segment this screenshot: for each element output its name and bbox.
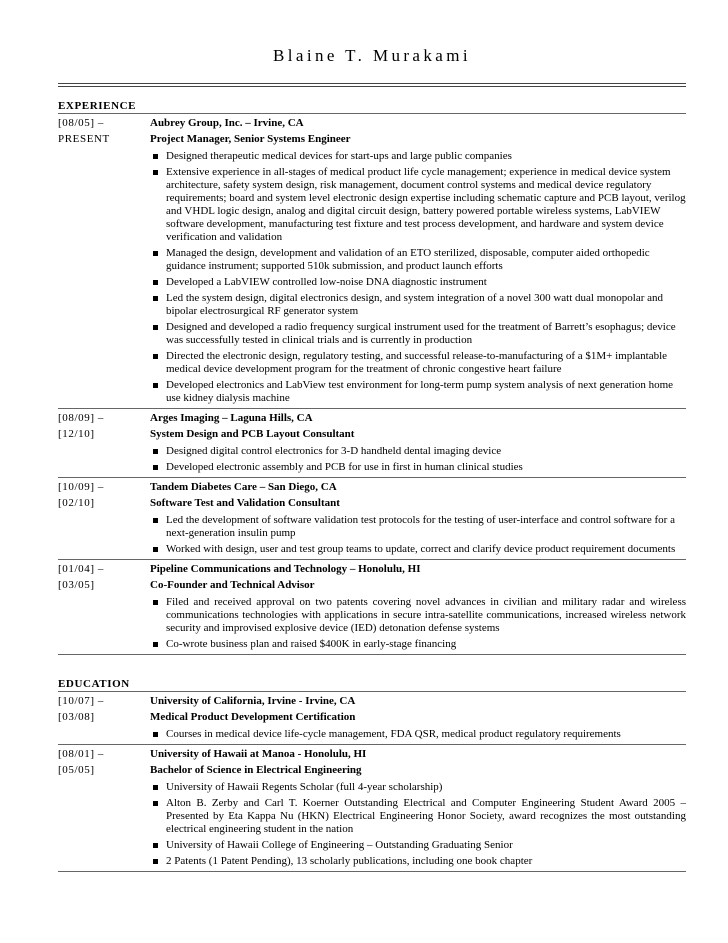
entry-detail (150, 115, 686, 408)
bullet-item (150, 350, 686, 376)
bullet-list (150, 514, 686, 556)
bullet-text: Led the development of software validation test protocols for the testing of user-interface and control software for a next-generation insulin pump (166, 514, 675, 539)
bullet-item (150, 292, 686, 318)
candidate-name: Blaine T. Murakami (273, 46, 471, 65)
education-entry (58, 692, 686, 745)
bullet-text: Developed electronic assembly and PCB for use in first in human clinical studies (166, 461, 523, 473)
bullet-text: Filed and received approval on two patents covering novel advances in civilian and military radar and wireless communications technologies with applications in secure intra-satellite communications, increased wireless network security and improvised explosive device (IED) detonation defense systems (166, 596, 686, 634)
education-list (58, 692, 686, 872)
bullet-item (150, 855, 686, 868)
experience-entry (58, 560, 686, 655)
organization: Arges Imaging – Laguna Hills, CA (150, 412, 313, 424)
square-bullet-icon (153, 296, 158, 301)
date-end: [12/10] (58, 428, 95, 440)
bullet-text: Designed and developed a radio frequency surgical instrument used for the treatment of Barrett’s esophagus; device was successfully tested in clinical trials and is currently in production (166, 321, 676, 346)
role-title: Software Test and Validation Consultant (150, 497, 340, 509)
date-end: [03/05] (58, 579, 95, 591)
date-start: [10/09] – (58, 481, 105, 493)
education-heading: EDUCATION (58, 678, 130, 690)
organization: Pipeline Communications and Technology – Honolulu, HI (150, 563, 421, 575)
bullet-item (150, 445, 686, 458)
organization: University of California, Irvine - Irvine, CA (150, 695, 356, 707)
organization: Aubrey Group, Inc. – Irvine, CA (150, 117, 304, 129)
entry-detail (150, 479, 686, 559)
organization: University of Hawaii at Manoa - Honolulu, HI (150, 748, 367, 760)
date-end: [05/05] (58, 764, 95, 776)
role-title: Project Manager, Senior Systems Engineer (150, 133, 351, 145)
role-title: System Design and PCB Layout Consultant (150, 428, 355, 440)
bullet-item (150, 461, 686, 474)
bullet-list (150, 150, 686, 405)
bullet-text: University of Hawaii Regents Scholar (full 4-year scholarship) (166, 781, 443, 793)
bullet-text: Managed the design, development and validation of an ETO sterilized, disposable, computer aided orthopedic guidance instrument; supported 510k submission, and product launch efforts (166, 247, 650, 272)
square-bullet-icon (153, 518, 158, 523)
entry-dates (58, 746, 150, 871)
entry-dates (58, 115, 150, 408)
entry-detail (150, 746, 686, 871)
square-bullet-icon (153, 280, 158, 285)
bullet-item (150, 781, 686, 794)
square-bullet-icon (153, 154, 158, 159)
date-start: [10/07] – (58, 695, 105, 707)
experience-heading: EXPERIENCE (58, 100, 137, 112)
square-bullet-icon (153, 843, 158, 848)
bullet-text: Co-wrote business plan and raised $400K in early-stage financing (166, 638, 457, 650)
bullet-text: Worked with design, user and test group teams to update, correct and clarify device product requirement documents (166, 543, 676, 555)
role-title: Bachelor of Science in Electrical Engineering (150, 764, 362, 776)
role-title: Medical Product Development Certification (150, 711, 356, 723)
date-end: PRESENT (58, 133, 110, 145)
square-bullet-icon (153, 801, 158, 806)
entry-detail (150, 410, 686, 477)
square-bullet-icon (153, 785, 158, 790)
experience-entry (58, 478, 686, 560)
entry-dates (58, 561, 150, 654)
bullet-item (150, 321, 686, 347)
entry-detail (150, 693, 686, 744)
bullet-list (150, 445, 686, 474)
date-end: [02/10] (58, 497, 95, 509)
square-bullet-icon (153, 170, 158, 175)
square-bullet-icon (153, 383, 158, 388)
square-bullet-icon (153, 465, 158, 470)
bullet-list (150, 728, 686, 741)
bullet-text: Led the system design, digital electronics design, and system integration of a novel 300 watt dual monopolar and bipolar electrosurgical RF generator system (166, 292, 664, 317)
resume-page (58, 0, 686, 872)
bullet-item (150, 638, 686, 651)
date-start: [08/09] – (58, 412, 105, 424)
bullet-item (150, 514, 686, 540)
bullet-item (150, 797, 686, 836)
bullet-item (150, 728, 686, 741)
date-end: [03/08] (58, 711, 95, 723)
bullet-text: University of Hawaii College of Engineering – Outstanding Graduating Senior (166, 839, 513, 851)
square-bullet-icon (153, 732, 158, 737)
square-bullet-icon (153, 251, 158, 256)
date-start: [08/05] – (58, 117, 105, 129)
bullet-item (150, 839, 686, 852)
entry-dates (58, 410, 150, 477)
square-bullet-icon (153, 642, 158, 647)
entry-dates (58, 479, 150, 559)
bullet-text: Designed digital control electronics for 3-D handheld dental imaging device (166, 445, 502, 457)
square-bullet-icon (153, 600, 158, 605)
bullet-text: Courses in medical device life-cycle management, FDA QSR, medical product regulatory requirements (166, 728, 621, 740)
bullet-text: Designed therapeutic medical devices for start-ups and large public companies (166, 150, 512, 162)
bullet-item (150, 276, 686, 289)
entry-detail (150, 561, 686, 654)
experience-entry (58, 114, 686, 409)
bullet-item (150, 596, 686, 635)
square-bullet-icon (153, 547, 158, 552)
experience-list (58, 114, 686, 655)
date-start: [08/01] – (58, 748, 105, 760)
header-divider (58, 83, 686, 87)
bullet-list (150, 596, 686, 651)
bullet-item (150, 379, 686, 405)
role-title: Co-Founder and Technical Advisor (150, 579, 315, 591)
education-entry (58, 745, 686, 872)
bullet-text: Directed the electronic design, regulatory testing, and successful release-to-manufacturing of a $1M+ implantable medical device development program for the treatment of chronic congestive heart failure (166, 350, 668, 375)
square-bullet-icon (153, 449, 158, 454)
entry-dates (58, 693, 150, 744)
bullet-text: Developed a LabVIEW controlled low-noise DNA diagnostic instrument (166, 276, 487, 288)
square-bullet-icon (153, 859, 158, 864)
experience-entry (58, 409, 686, 478)
organization: Tandem Diabetes Care – San Diego, CA (150, 481, 337, 493)
square-bullet-icon (153, 325, 158, 330)
bullet-item (150, 150, 686, 163)
bullet-text: Developed electronics and LabView test environment for long-term pump system analysis of next generation home use kidney dialysis machine (166, 379, 674, 404)
bullet-text: 2 Patents (1 Patent Pending), 13 scholarly publications, including one book chapter (166, 855, 533, 867)
bullet-item (150, 247, 686, 273)
date-start: [01/04] – (58, 563, 105, 575)
bullet-list (150, 781, 686, 868)
square-bullet-icon (153, 354, 158, 359)
bullet-item (150, 166, 686, 244)
bullet-item (150, 543, 686, 556)
bullet-text: Extensive experience in all-stages of medical product life cycle management; experience in medical device system architecture, safety system design, risk management, document control systems and medical device regulatory requirements; board and system level electronic design expertise including schematic capture and PCB layout, verilog and VHDL logic design, analog and digital circuit design, battery powered portable wireless systems, LabVIEW software development, manufacturing test fixture and test process development, and hardware and system device verification and validation (166, 166, 686, 243)
bullet-text: Alton B. Zerby and Carl T. Koerner Outstanding Electrical and Computer Engineering Student Award 2005 – Presented by Eta Kappa Nu (HKN) Electrical Engineering Honor Society, award recognizes the most outstanding electrical engineering student in the nation (166, 797, 686, 835)
